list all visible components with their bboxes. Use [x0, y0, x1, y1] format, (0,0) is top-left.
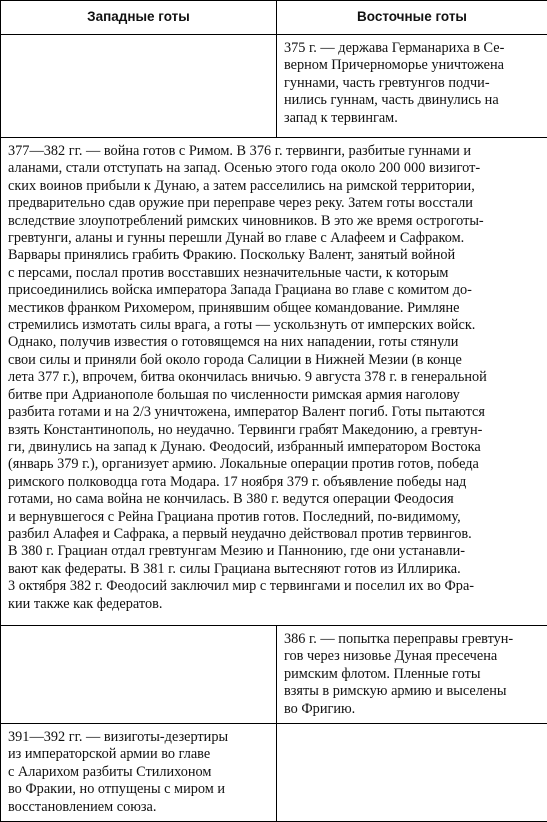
- event-377-382-text: 377—382 гг. — война готов с Римом. В 376 г. тервинги, разбитые гуннами и аланами, стали отступать на запад. Осенью этого года около 200 000 визигот- ских воинов прибыли к Дунаю, а затем расселились на римской территории, предварительно сдав оружие при переправе через реку. Затем готы восстали вследствие злоупотреблений римских чиновников. В это же время остроготы- гревтунги, аланы и гунны перешли Дунай во главе с Алафеем и Сафраком. Варвары принялись грабить Фракию. Поскольку Валент, занятый войной с персами, послал против восставших незначительные части, к которым присоединились войска императора Запада Грациана во главе с комитом до- местиков франком Рихомером, принявшим общее командование. Римляне стремились измотать силы врага, а готы — ускользнуть от имперских войск. Однако, получив известия о готовящемся на них нападении, готы стянули свои силы и приняли бой около города Салиции в Нижней Мезии (в конце лета 377 г.), впрочем, битва окончилась вничью. 9 августа 378 г. в генеральной битве при Адрианополе большая по численности римская армия наголову разбита готами и на 2/3 уничтожена, император Валент погиб. Готы пытаются взять Константинополь, но неудачно. Тервинги грабят Македонию, а гревтун- ги, двинулись на запад к Дунаю. Феодосий, избранный императором Востока (январь 379 г.), организует армию. Локальные операции против готов, победа римского полководца гота Модара. 17 ноября 379 г. объявление победы над готами, но сама война не кончилась. В 380 г. ведутся операции Феодосия и вернувшегося с Рейна Грациана против готов. Последний, по-видимому, разбил Алафея и Сафрака, а первый неудачно действовал против тервингов. В 380 г. Грациан отдал гревтунгам Мезию и Паннонию, где они устанавли- вают как федераты. В 381 г. силы Грациана вытесняют готов из Иллирика. 3 октября 382 г. Феодосий заключил мир с тервингами и поселил их во Фра- кии также как федератов.: [8, 143, 540, 613]
- east-cell: [277, 626, 547, 724]
- event-386-text: 386 г. — попытка переправы гревтун- гов через низовье Дуная пресечена римским флотом. Пленные готы взяты в римскую армию и выселены во Фригию.: [284, 631, 540, 718]
- table-row: [1, 724, 547, 822]
- empty-cell-west: [1, 35, 277, 138]
- header-western-goths: Западные готы: [1, 1, 277, 35]
- header-row: [1, 1, 547, 35]
- empty-cell-east: [277, 724, 547, 822]
- table-row: [1, 35, 547, 138]
- west-cell: [1, 724, 277, 822]
- empty-cell-west: [1, 626, 277, 724]
- table-row: [1, 626, 547, 724]
- full-width-cell: [1, 138, 547, 626]
- event-391-392-text: 391—392 гг. — визиготы-дезертиры из императорской армии во главе с Аларихом разбиты Стилихоном во Фракии, но отпущены с миром и восстановлением союза.: [8, 729, 269, 816]
- east-cell: [277, 35, 547, 138]
- table-row: [1, 138, 547, 626]
- event-375-text: 375 г. — держава Германариха в Се- верном Причерноморье уничтожена гуннами, часть гревтунгов подчи- нились гуннам, часть двинулись на запад к тервингам.: [284, 40, 540, 127]
- header-eastern-goths: Восточные готы: [277, 1, 547, 35]
